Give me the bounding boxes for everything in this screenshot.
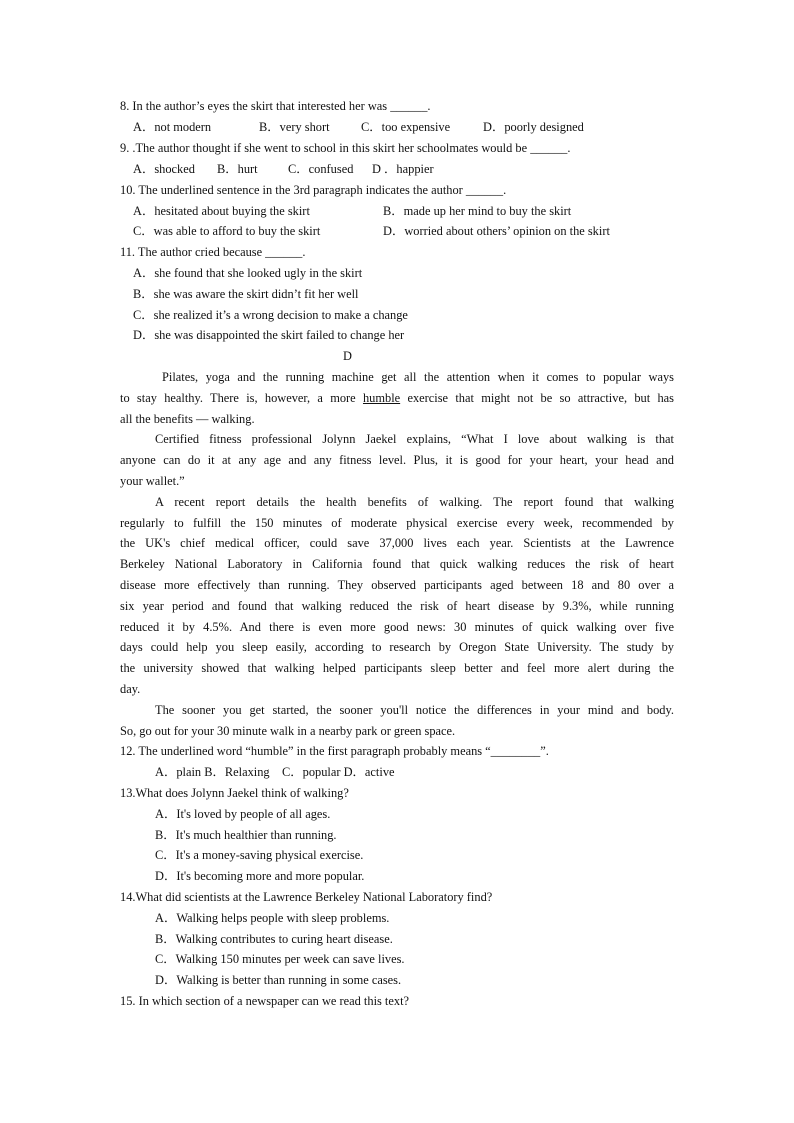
passage-p3-line2: regularly to fulfill the 150 minutes of moderate physical exercise every week, recommended by (120, 516, 674, 530)
q9-option-b: B．hurt (217, 162, 258, 176)
passage-p1-line2 (120, 390, 674, 406)
q9-option-a: A．shocked (133, 162, 195, 176)
q10-option-b: B．made up her mind to buy the skirt (383, 204, 572, 218)
section-heading: D (343, 349, 352, 363)
q13-option-c: C．It's a money-saving physical exercise. (155, 848, 364, 862)
q13-option-b: B．It's much healthier than running. (155, 828, 337, 842)
q13-option-d: D．It's becoming more and more popular. (155, 869, 365, 883)
q11-option-b: B．she was aware the skirt didn’t fit her well (133, 287, 359, 301)
passage-p3-line6: six year period and found that walking reduced the risk of heart disease by 9.3%, while running (120, 599, 674, 613)
passage-p3-line3: the UK's chief medical officer, could save 37,000 lives each year. Scientists at the Lawrence (120, 536, 674, 550)
q11-stem: 11. The author cried because ______. (120, 245, 306, 259)
q9-option-d: D ．happier (372, 162, 434, 176)
q11-option-d: D．she was disappointed the skirt failed to change her (133, 328, 405, 342)
q10-option-d: D．worried about others’ opinion on the skirt (383, 224, 610, 238)
q8-option-b: B．very short (259, 120, 330, 134)
q10-option-c: C．was able to afford to buy the skirt (133, 224, 321, 238)
q9-stem: 9. .The author thought if she went to school in this skirt her schoolmates would be ______. (120, 141, 571, 155)
passage-p3-line1: A recent report details the health benefits of walking. The report found that walking (155, 495, 674, 509)
passage-text: exercise that might not be so attractive, but has (400, 391, 674, 405)
q14-option-b: B．Walking contributes to curing heart disease. (155, 932, 393, 946)
q14-option-a: A．Walking helps people with sleep problems. (155, 911, 390, 925)
q8-stem: 8. In the author’s eyes the skirt that interested her was ______. (120, 99, 431, 113)
q8-option-a: A．not modern (133, 120, 212, 134)
passage-p1-line1: Pilates, yoga and the running machine get all the attention when it comes to popular ways (162, 370, 674, 384)
q14-stem: 14.What did scientists at the Lawrence Berkeley National Laboratory find? (120, 890, 493, 904)
passage-p3-line7: reduced it by 4.5%. And there is even more good news: 30 minutes of quick walking over five (120, 620, 674, 634)
passage-p3-line10: day. (120, 682, 141, 696)
passage-p3-line4: Berkeley National Laboratory in California found that quick walking reduces the risk of heart (120, 557, 674, 571)
q13-option-a: A．It's loved by people of all ages. (155, 807, 331, 821)
q8-option-d: D．poorly designed (483, 120, 584, 134)
passage-p3-line9: the university showed that walking helped participants sleep better and feel more alert during the (120, 661, 674, 675)
passage-p3-line5: disease more effectively than running. They observed participants aged between 18 and 80 over a (120, 578, 674, 592)
q9-option-c: C．confused (288, 162, 354, 176)
q12-stem: 12. The underlined word “humble” in the first paragraph probably means “________”. (120, 744, 549, 758)
passage-p2-line3: your wallet.” (120, 474, 185, 488)
passage-text: to stay healthy. There is, however, a more (120, 391, 363, 405)
q10-stem: 10. The underlined sentence in the 3rd paragraph indicates the author ______. (120, 183, 507, 197)
passage-p2-line1: Certified fitness professional Jolynn Jaekel explains, “What I love about walking is that (155, 432, 674, 446)
passage-p3-line8: days could help you sleep easily, according to research by Oregon State University. The study by (120, 640, 674, 654)
passage-p2-line2: anyone can do it at any age and any fitness level. Plus, it is good for your heart, your head and (120, 453, 674, 467)
q10-option-a: A．hesitated about buying the skirt (133, 204, 310, 218)
passage-p4-line2: So, go out for your 30 minute walk in a nearby park or green space. (120, 724, 456, 738)
q13-stem: 13.What does Jolynn Jaekel think of walking? (120, 786, 349, 800)
underlined-word-humble: humble (362, 391, 401, 405)
q14-option-c: C．Walking 150 minutes per week can save lives. (155, 952, 405, 966)
q15-stem: 15. In which section of a newspaper can we read this text? (120, 994, 410, 1008)
q11-option-a: A．she found that she looked ugly in the skirt (133, 266, 363, 280)
passage-p1-line3: all the benefits — walking. (120, 412, 255, 426)
q11-option-c: C．she realized it’s a wrong decision to make a change (133, 308, 408, 322)
q12-options: A．plain B．Relaxing C．popular D．active (155, 765, 395, 779)
passage-p4-line1: The sooner you get started, the sooner you'll notice the differences in your mind and body. (155, 703, 674, 717)
q14-option-d: D．Walking is better than running in some cases. (155, 973, 402, 987)
q8-option-c: C．too expensive (361, 120, 451, 134)
